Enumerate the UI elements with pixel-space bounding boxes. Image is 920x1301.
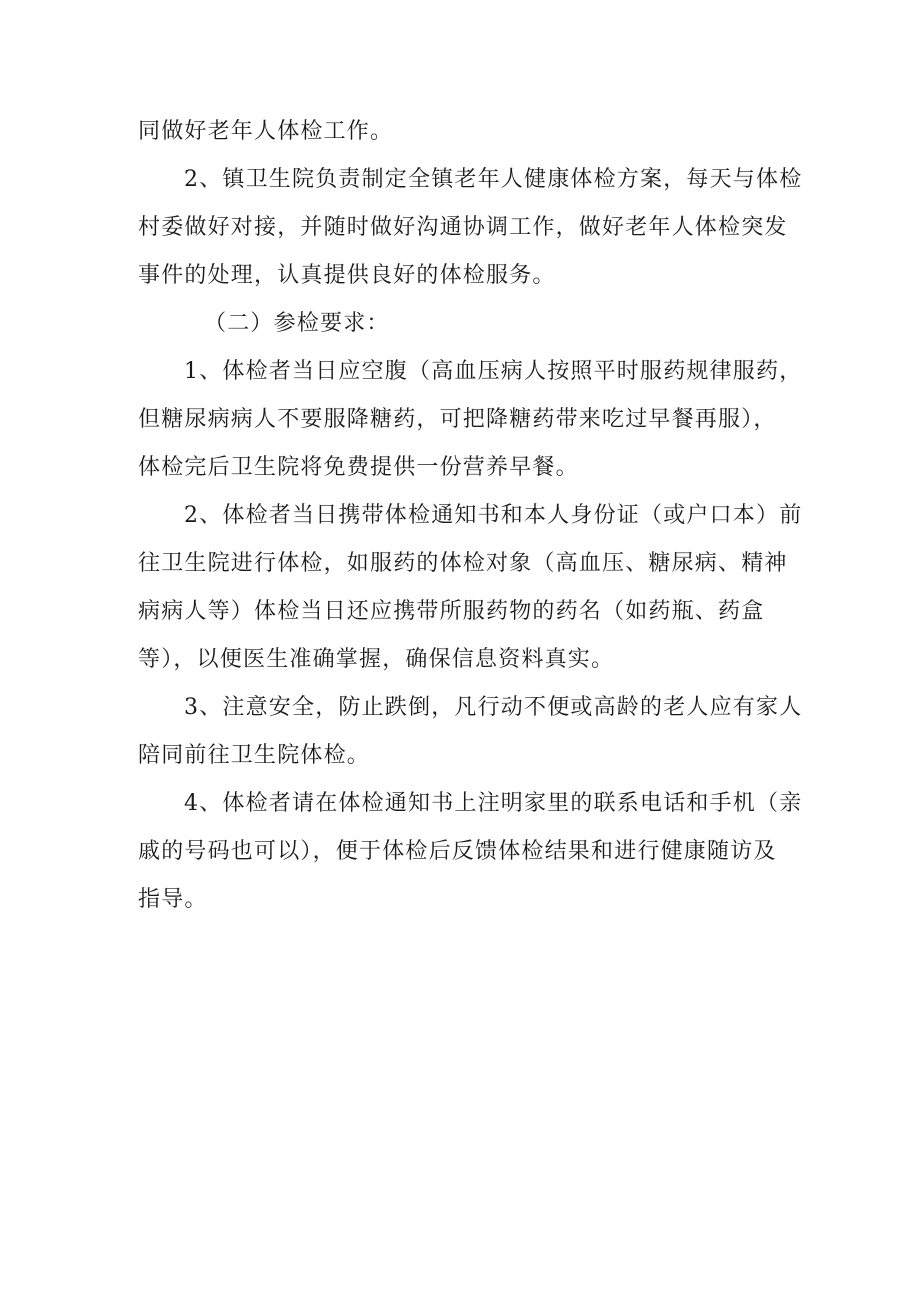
text-line: 村委做好对接，并随时做好沟通协调工作，做好老年人体检突发 xyxy=(138,215,788,240)
text-line: 体检完后卫生院将免费提供一份营养早餐。 xyxy=(138,455,579,480)
text-line: 同做好老年人体检工作。 xyxy=(138,119,394,144)
text-line: 指导。 xyxy=(138,887,208,912)
text-line: 等），以便医生准确掌握，确保信息资料真实。 xyxy=(138,647,615,672)
paragraph-start: 1、体检者当日应空腹（高血压病人按照平时服药规律服药， xyxy=(184,359,803,384)
section-heading: （二）参检要求： xyxy=(204,311,390,336)
text-line: 病病人等）体检当日还应携带所服药物的药名（如药瓶、药盒 xyxy=(138,599,765,624)
document-body xyxy=(138,108,803,924)
text-line: 戚的号码也可以），便于体检后反馈体检结果和进行健康随访及 xyxy=(138,839,777,864)
paragraph-start: 2、体检者当日携带体检通知书和本人身份证（或户口本）前 xyxy=(184,503,803,528)
paragraph-start: 2、镇卫生院负责制定全镇老年人健康体检方案，每天与体检 xyxy=(184,167,803,192)
text-line: 陪同前往卫生院体检。 xyxy=(138,743,371,768)
text-line: 但糖尿病病人不要服降糖药，可把降糖药带来吃过早餐再服）， xyxy=(138,407,777,432)
paragraph-start: 4、体检者请在体检通知书上注明家里的联系电话和手机（亲 xyxy=(184,791,803,816)
text-line: 事件的处理，认真提供良好的体检服务。 xyxy=(138,263,556,288)
paragraph-start: 3、注意安全，防止跌倒，凡行动不便或高龄的老人应有家人 xyxy=(184,695,803,720)
text-line: 往卫生院进行体检，如服药的体检对象（高血压、糖尿病、精神 xyxy=(138,551,788,576)
